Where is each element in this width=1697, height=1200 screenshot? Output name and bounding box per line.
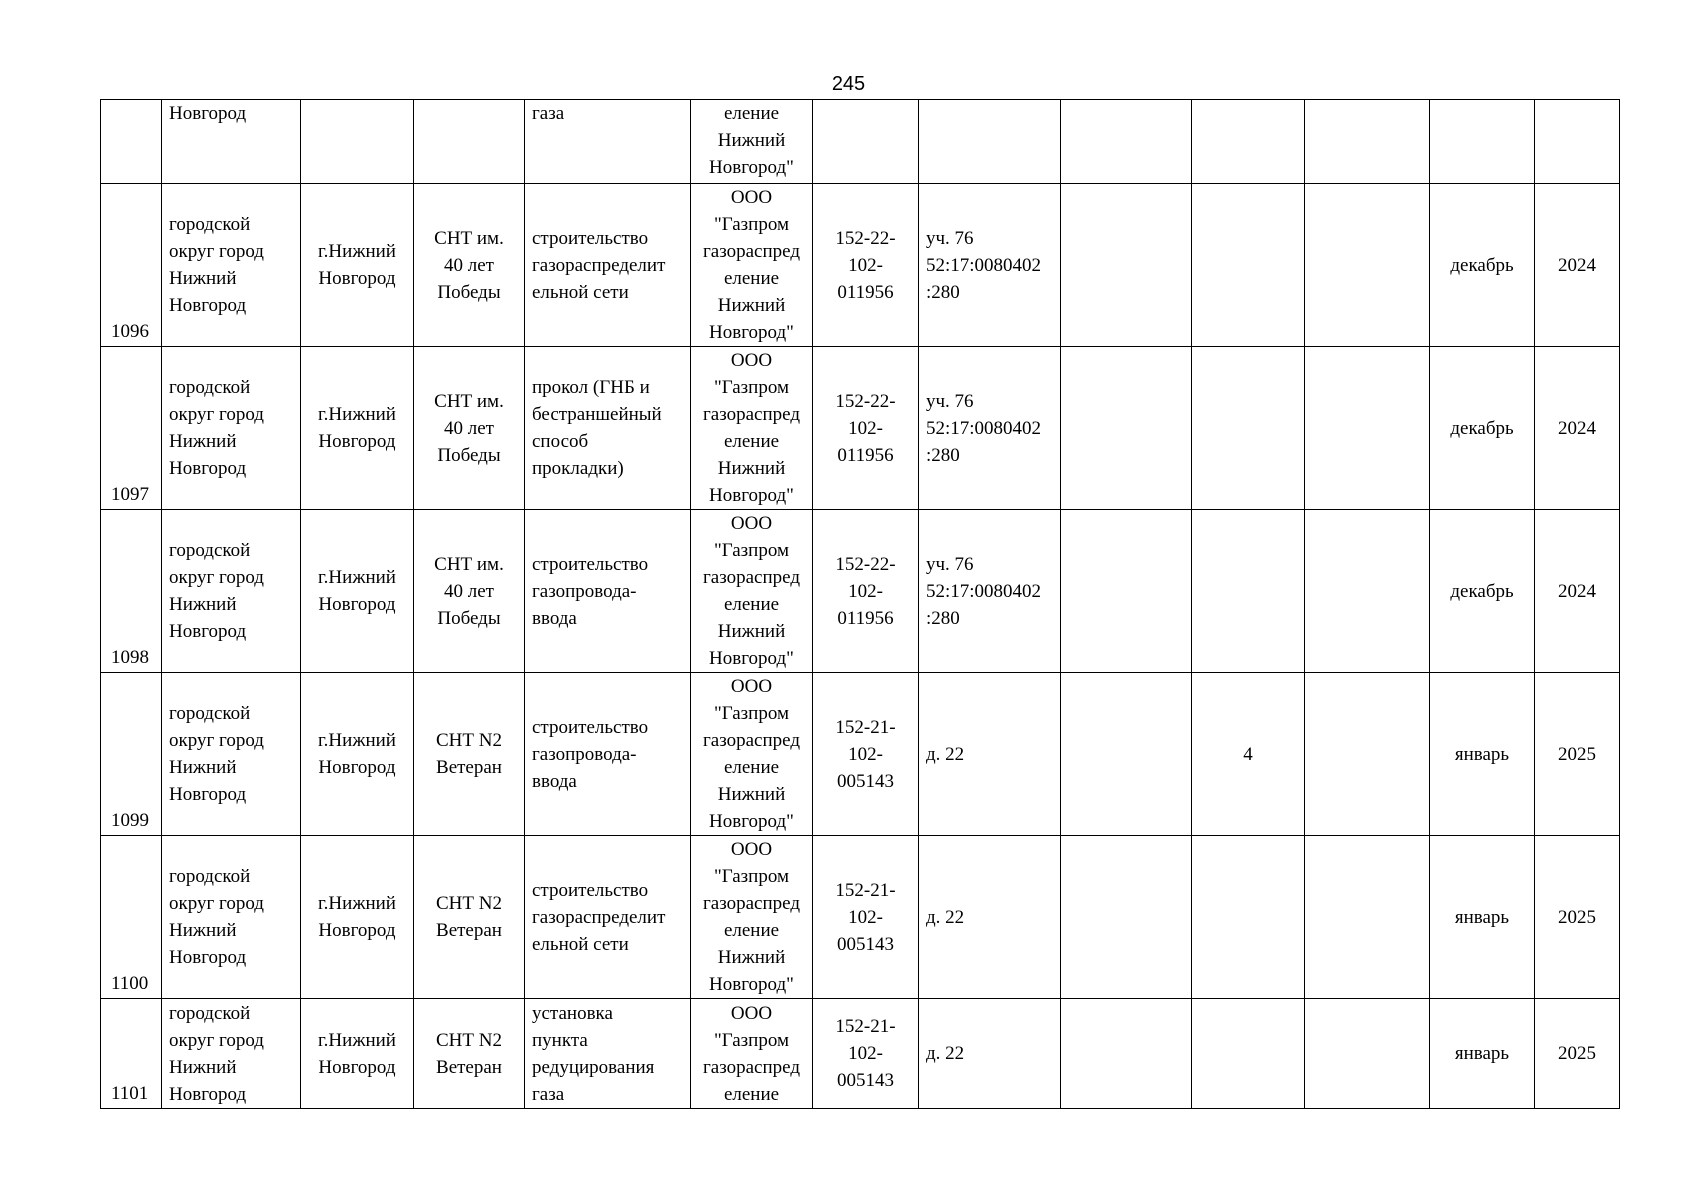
cell-site [414, 347, 525, 510]
cell-organization [691, 673, 813, 836]
cell-text-line: 011956 [837, 444, 894, 466]
cell-text: 1100 [111, 973, 149, 994]
cell-text-line: Нижний [169, 594, 237, 615]
cell-text-line: "Газпром [713, 377, 790, 398]
cell-text-line: 005143 [837, 770, 894, 792]
cell-text: 2025 [1558, 906, 1596, 928]
cell-year [1535, 836, 1620, 999]
cell-address [919, 510, 1061, 673]
cell-text-line: г.Нижний [318, 404, 396, 425]
cell-text-line: "Газпром [713, 214, 790, 235]
cell-organization [691, 510, 813, 673]
cell-text-line: газораспределит [532, 254, 666, 276]
cell-text-line: прокол (ГНБ и [532, 377, 650, 398]
cell-text-line: СНТ им. [434, 553, 504, 575]
cell-column-10 [1192, 673, 1305, 836]
cell-district [162, 184, 301, 347]
cell-text-line: Нижний [717, 621, 786, 642]
cell-text: 1098 [111, 647, 149, 668]
table-row [101, 100, 1620, 184]
cell-month [1430, 347, 1535, 510]
cell-text-line: 40 лет [444, 417, 494, 439]
cell-text-line: Новгород [169, 621, 247, 642]
cell-text-line: г.Нижний [318, 730, 396, 751]
cell-request-number [813, 673, 919, 836]
cell-row-number [101, 510, 162, 673]
cell-text-line: ввода [532, 770, 577, 792]
cell-text-line: городской [169, 540, 251, 561]
cell-text: 2025 [1558, 1043, 1596, 1064]
cell-column-9 [1061, 510, 1192, 673]
cell-text-line: газораспред [702, 730, 800, 751]
cell-district [162, 999, 301, 1109]
cell-city [301, 836, 414, 999]
cell-text-line: ООО [730, 839, 773, 860]
cell-text-line: способ [532, 431, 589, 452]
cell-text-line: Нижний [169, 757, 237, 778]
cell-text-line: уч. 76 [926, 390, 974, 412]
cell-text-line: Нижний [717, 130, 786, 151]
cell-work-type [525, 184, 691, 347]
cell-text-line: "Газпром [713, 1029, 790, 1051]
cell-text-line: Нижний [717, 458, 786, 479]
cell-text-line: еление [723, 1083, 780, 1105]
cell-column-9 [1061, 999, 1192, 1109]
cell-month [1430, 184, 1535, 347]
cell-text-line: Новгород" [709, 322, 794, 343]
cell-row-number [101, 673, 162, 836]
cell-text-line: СНТ N2 [436, 730, 502, 751]
cell-text-line: 40 лет [444, 580, 494, 602]
cell-text-line: ельной сети [532, 281, 629, 303]
cell-text-line: газа [532, 1083, 565, 1105]
table-row [101, 347, 1620, 510]
cell-text-line: газораспред [702, 567, 800, 588]
cell-column-11 [1305, 510, 1430, 673]
cell-site [414, 836, 525, 999]
cell-text-line: округ город [169, 1029, 264, 1051]
cell-text-line: округ город [169, 241, 264, 262]
cell-text-line: "Газпром [713, 866, 790, 887]
cell-text-line: пункта [532, 1029, 588, 1051]
cell-text-line: городской [169, 703, 251, 724]
cell-text-line: Ветеран [436, 757, 502, 778]
cell-text-line: 52:17:0080402 [926, 417, 1042, 439]
table-body [101, 100, 1620, 1109]
cell-text-line: СНТ им. [434, 390, 504, 412]
cell-year [1535, 673, 1620, 836]
cell-text-line: 102- [848, 254, 883, 276]
cell-text: 2024 [1558, 580, 1596, 602]
cell-text-line: д. 22 [926, 743, 965, 765]
cell-organization [691, 100, 813, 184]
cell-text-line: ООО [730, 676, 773, 697]
cell-text-line: Нижний [717, 947, 786, 968]
cell-year [1535, 510, 1620, 673]
cell-text-line: Новгород [318, 757, 396, 778]
cell-text-line: округ город [169, 893, 264, 914]
cell-address [919, 673, 1061, 836]
table-row [101, 510, 1620, 673]
cell-text-line: Нижний [169, 920, 237, 941]
cell-work-type [525, 510, 691, 673]
cell-district [162, 673, 301, 836]
cell-text: декабрь [1450, 254, 1514, 276]
cell-site [414, 510, 525, 673]
cell-text-line: 40 лет [444, 254, 494, 276]
cell-month [1430, 673, 1535, 836]
cell-text: декабрь [1450, 417, 1514, 439]
cell-text-line: ельной сети [532, 933, 629, 955]
cell-text-line: 011956 [837, 281, 894, 303]
cell-organization [691, 347, 813, 510]
cell-text-line: 52:17:0080402 [926, 580, 1042, 602]
cell-text-line: городской [169, 1002, 251, 1024]
cell-text-line: Новгород [318, 594, 396, 615]
cell-text-line: прокладки) [532, 458, 624, 479]
cell-address [919, 999, 1061, 1109]
cell-text-line: городской [169, 866, 251, 887]
cell-text-line: 152-21- [835, 879, 896, 901]
cell-text-line: Победы [437, 607, 501, 629]
cell-text-line: 011956 [837, 607, 894, 629]
cell-text-line: уч. 76 [926, 227, 974, 249]
cell-text-line: уч. 76 [926, 553, 974, 575]
cell-text-line: Новгород" [709, 648, 794, 669]
cell-month [1430, 100, 1535, 184]
cell-column-10 [1192, 100, 1305, 184]
cell-text-line: Новгород [169, 458, 247, 479]
cell-text-line: еление [723, 268, 780, 289]
cell-column-11 [1305, 347, 1430, 510]
cell-text-line: 102- [848, 580, 883, 602]
cell-text-line: :280 [926, 444, 960, 466]
cell-address [919, 347, 1061, 510]
cell-row-number [101, 836, 162, 999]
cell-text-line: строительство [532, 553, 649, 575]
cell-text-line: строительство [532, 227, 649, 249]
cell-text-line: округ город [169, 730, 264, 751]
cell-text-line: Новгород [169, 103, 247, 124]
cell-work-type [525, 999, 691, 1109]
cell-text-line: округ город [169, 404, 264, 425]
cell-city [301, 347, 414, 510]
cell-text-line: 005143 [837, 933, 894, 955]
cell-text-line: установка [532, 1002, 613, 1024]
cell-text-line: Нижний [717, 295, 786, 316]
cell-text-line: 152-22- [835, 227, 896, 249]
cell-text-line: еление [723, 103, 780, 124]
cell-text-line: строительство [532, 716, 649, 738]
cell-text-line: Победы [437, 444, 501, 466]
cell-month [1430, 999, 1535, 1109]
cell-text-line: 102- [848, 1043, 883, 1064]
cell-text-line: СНТ им. [434, 227, 504, 249]
cell-month [1430, 836, 1535, 999]
table-row [101, 999, 1620, 1109]
cell-text: 2025 [1558, 743, 1596, 765]
cell-row-number [101, 100, 162, 184]
cell-request-number [813, 999, 919, 1109]
cell-district [162, 836, 301, 999]
cell-column-11 [1305, 184, 1430, 347]
cell-text-line: Новгород [318, 268, 396, 289]
cell-text-line: еление [723, 594, 780, 615]
cell-city [301, 510, 414, 673]
cell-text-line: бестраншейный [532, 404, 662, 425]
cell-text: январь [1454, 906, 1510, 928]
cell-text-line: СНТ N2 [436, 893, 502, 914]
cell-text: декабрь [1450, 580, 1514, 602]
cell-text-line: Нижний [169, 268, 237, 289]
cell-request-number [813, 347, 919, 510]
cell-text-line: Ветеран [436, 920, 502, 941]
cell-text-line: 152-21- [835, 1016, 896, 1037]
cell-text-line: городской [169, 377, 251, 398]
cell-text-line: ООО [730, 513, 773, 534]
cell-text-line: ООО [730, 350, 773, 371]
cell-text: 2024 [1558, 254, 1596, 276]
cell-site [414, 673, 525, 836]
cell-work-type [525, 673, 691, 836]
cell-text-line: 102- [848, 906, 883, 928]
cell-district [162, 100, 301, 184]
cell-column-11 [1305, 836, 1430, 999]
cell-site [414, 184, 525, 347]
cell-text-line: г.Нижний [318, 1029, 396, 1051]
cell-column-9 [1061, 184, 1192, 347]
table-row [101, 184, 1620, 347]
cell-column-11 [1305, 100, 1430, 184]
cell-district [162, 510, 301, 673]
cell-text-line: г.Нижний [318, 567, 396, 588]
cell-text-line: газопровода- [532, 743, 637, 765]
cell-request-number [813, 510, 919, 673]
cell-year [1535, 100, 1620, 184]
cell-text-line: Новгород [169, 1083, 247, 1105]
cell-request-number [813, 836, 919, 999]
cell-text-line: газораспред [702, 241, 800, 262]
cell-column-10 [1192, 347, 1305, 510]
cell-text: 4 [1243, 743, 1253, 765]
cell-text-line: редуцирования [532, 1056, 655, 1078]
cell-text: январь [1454, 1043, 1510, 1064]
cell-address [919, 100, 1061, 184]
cell-text-line: :280 [926, 607, 960, 629]
cell-column-9 [1061, 100, 1192, 184]
cell-column-9 [1061, 347, 1192, 510]
cell-column-10 [1192, 836, 1305, 999]
cell-month [1430, 510, 1535, 673]
cell-text-line: газораспред [702, 1056, 800, 1078]
cell-row-number [101, 347, 162, 510]
cell-text: 1101 [111, 1083, 149, 1104]
cell-column-9 [1061, 673, 1192, 836]
cell-text-line: Новгород" [709, 157, 794, 178]
cell-text-line: 152-22- [835, 390, 896, 412]
cell-text-line: городской [169, 214, 251, 235]
cell-text-line: Новгород [318, 431, 396, 452]
cell-district [162, 347, 301, 510]
cell-text-line: г.Нижний [318, 893, 396, 914]
cell-text-line: Новгород [169, 947, 247, 968]
cell-column-9 [1061, 836, 1192, 999]
cell-year [1535, 999, 1620, 1109]
cell-year [1535, 184, 1620, 347]
cell-text-line: ООО [730, 187, 773, 208]
cell-text-line: ООО [730, 1002, 773, 1024]
cell-text-line: 102- [848, 743, 883, 765]
cell-work-type [525, 347, 691, 510]
cell-column-10 [1192, 510, 1305, 673]
cell-text-line: 152-22- [835, 553, 896, 575]
cell-text-line: Ветеран [436, 1056, 502, 1078]
cell-text-line: г.Нижний [318, 241, 396, 262]
page-number: 245 [831, 73, 866, 95]
cell-site [414, 999, 525, 1109]
cell-text-line: СНТ N2 [436, 1029, 502, 1051]
cell-text-line: Новгород [318, 920, 396, 941]
gasification-registry-table [100, 99, 1620, 1109]
cell-text-line: ввода [532, 607, 577, 629]
cell-address [919, 184, 1061, 347]
cell-text: 1096 [111, 321, 149, 342]
cell-text-line: :280 [926, 281, 960, 303]
cell-text-line: Новгород [169, 784, 247, 805]
cell-address [919, 836, 1061, 999]
cell-text-line: 005143 [837, 1070, 894, 1091]
cell-column-11 [1305, 999, 1430, 1109]
cell-site [414, 100, 525, 184]
cell-text-line: газораспред [702, 404, 800, 425]
cell-row-number [101, 999, 162, 1109]
table-row [101, 836, 1620, 999]
cell-city [301, 673, 414, 836]
cell-text-line: Новгород" [709, 811, 794, 832]
cell-year [1535, 347, 1620, 510]
cell-city [301, 184, 414, 347]
cell-text-line: газа [532, 103, 565, 124]
cell-text-line: Победы [437, 281, 501, 303]
cell-text-line: Нижний [717, 784, 786, 805]
cell-work-type [525, 836, 691, 999]
cell-text-line: 152-21- [835, 716, 896, 738]
cell-text-line: д. 22 [926, 906, 965, 928]
cell-text-line: округ город [169, 567, 264, 588]
cell-column-10 [1192, 184, 1305, 347]
cell-city [301, 100, 414, 184]
cell-text-line: Нижний [169, 1056, 237, 1078]
cell-organization [691, 184, 813, 347]
cell-text-line: Нижний [169, 431, 237, 452]
cell-text-line: газораспределит [532, 906, 666, 928]
cell-text-line: еление [723, 920, 780, 941]
cell-text-line: еление [723, 757, 780, 778]
cell-text-line: газопровода- [532, 580, 637, 602]
cell-text-line: 102- [848, 417, 883, 439]
cell-text-line: Новгород" [709, 485, 794, 506]
cell-text-line: д. 22 [926, 1043, 965, 1064]
cell-work-type [525, 100, 691, 184]
cell-text: 1099 [111, 810, 149, 831]
cell-text-line: газораспред [702, 893, 800, 914]
cell-text-line: Новгород [169, 295, 247, 316]
cell-city [301, 999, 414, 1109]
cell-text-line: "Газпром [713, 540, 790, 561]
cell-row-number [101, 184, 162, 347]
cell-text-line: Новгород [318, 1056, 396, 1078]
cell-organization [691, 836, 813, 999]
cell-column-11 [1305, 673, 1430, 836]
cell-text: 2024 [1558, 417, 1596, 439]
cell-organization [691, 999, 813, 1109]
cell-text: 1097 [111, 484, 149, 505]
cell-text-line: "Газпром [713, 703, 790, 724]
cell-text-line: еление [723, 431, 780, 452]
cell-text-line: 52:17:0080402 [926, 254, 1042, 276]
cell-text-line: строительство [532, 879, 649, 901]
cell-text-line: Новгород" [709, 974, 794, 995]
cell-request-number [813, 100, 919, 184]
cell-request-number [813, 184, 919, 347]
table-row [101, 673, 1620, 836]
cell-text: январь [1454, 743, 1510, 765]
cell-column-10 [1192, 999, 1305, 1109]
